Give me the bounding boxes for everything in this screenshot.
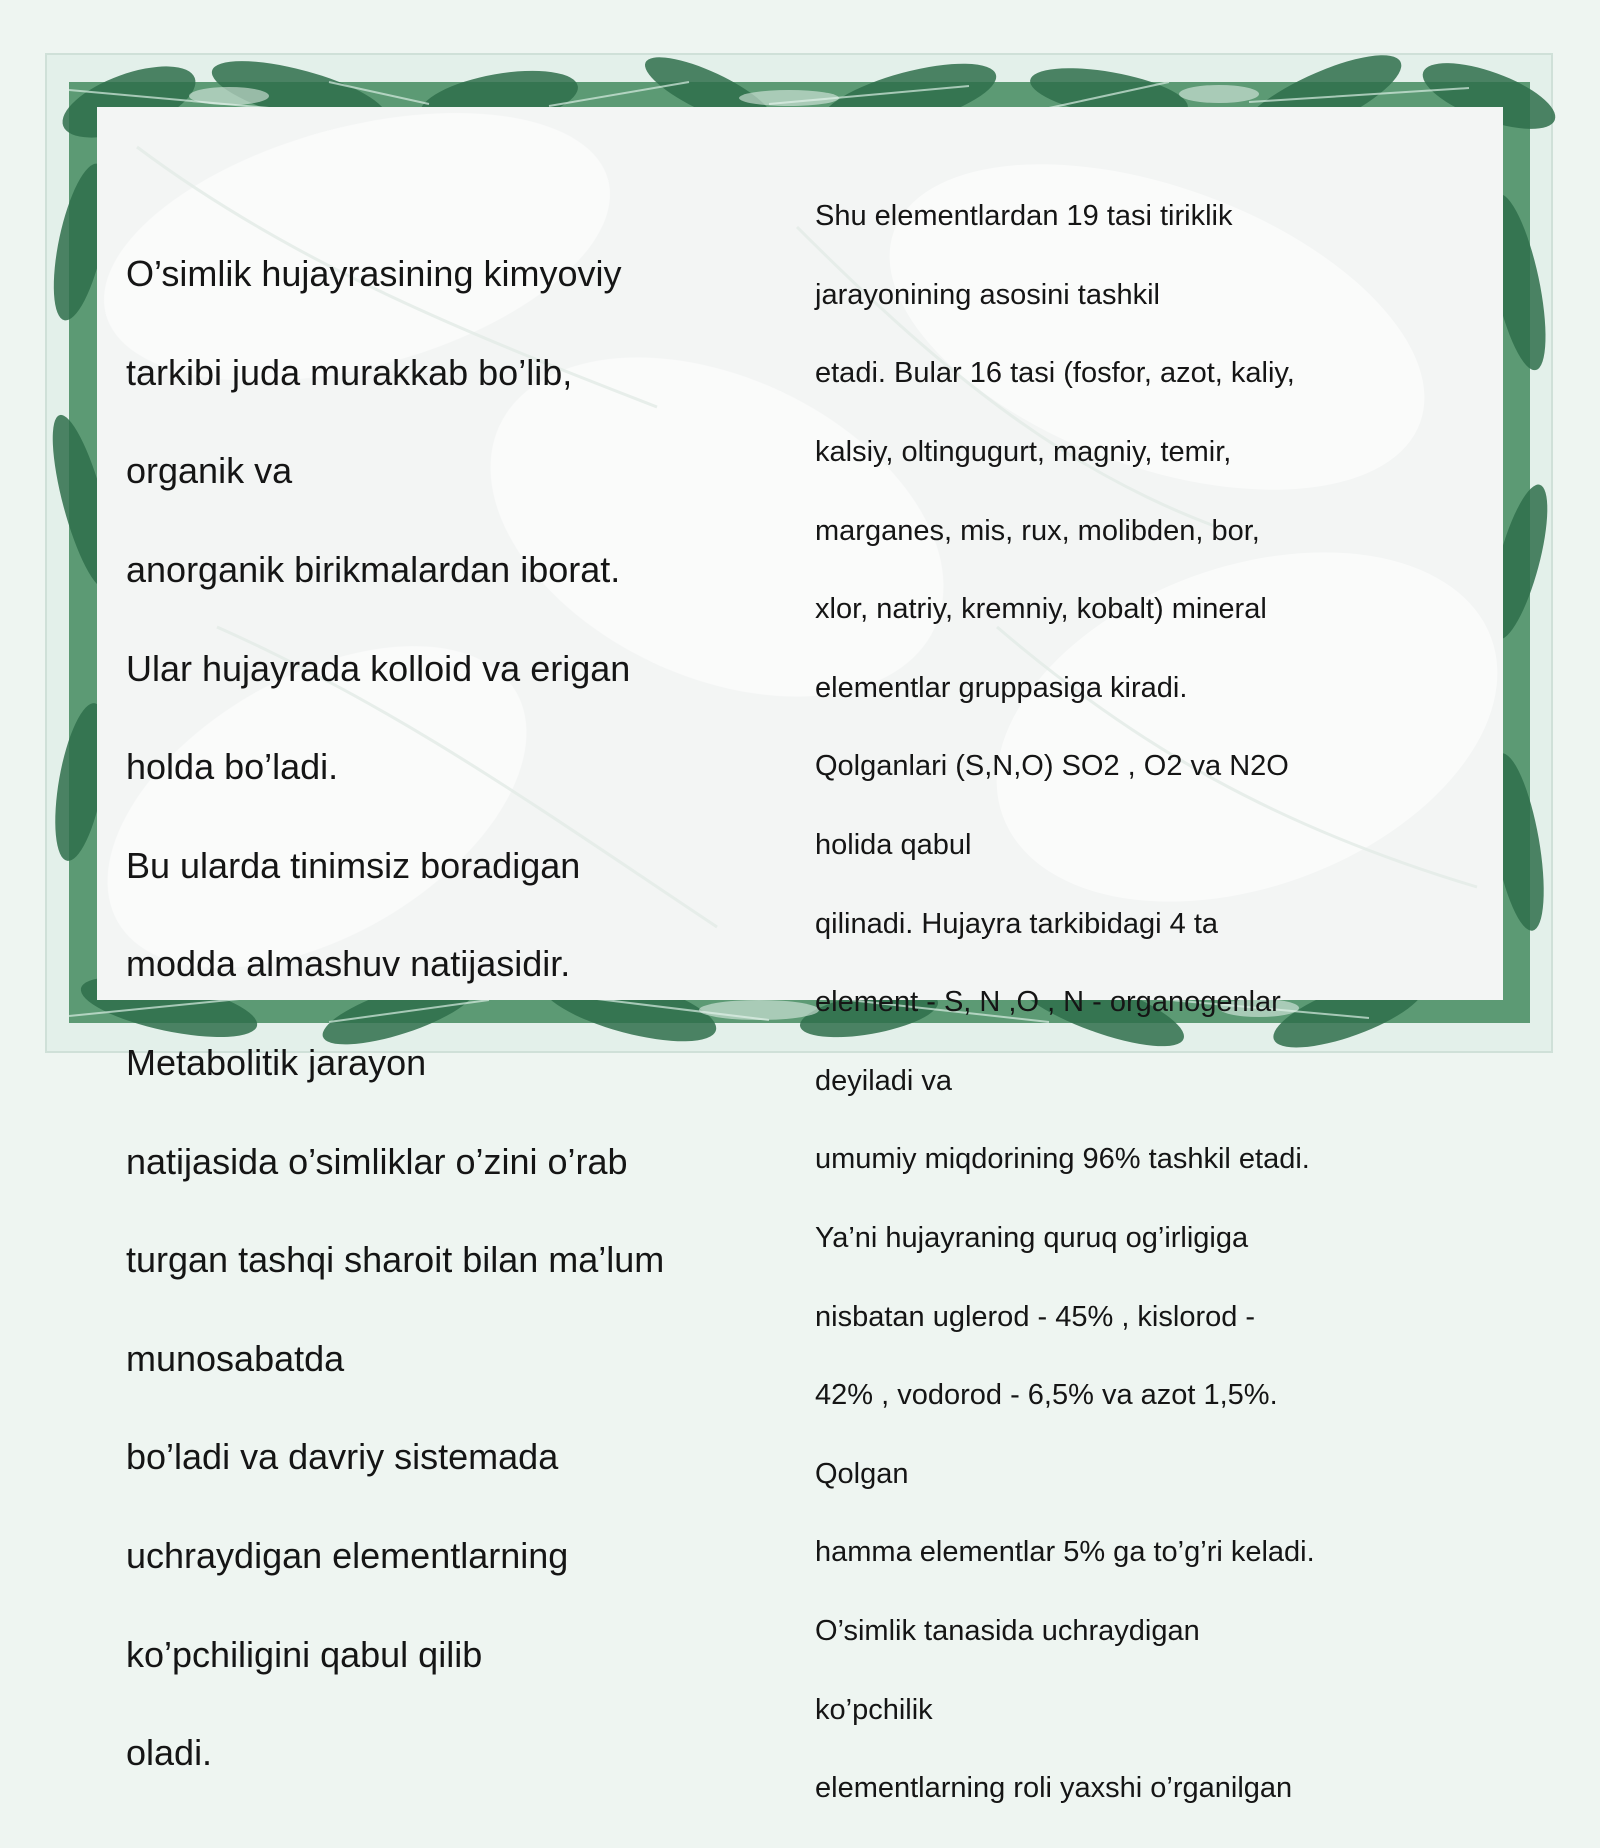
left-text-line: ko’pchiligini qabul qilib — [126, 1633, 483, 1675]
right-text-line: O’simlik tanasida uchraydigan — [815, 1614, 1200, 1647]
left-text-line: natijasida o’simliklar o’zini o’rab — [126, 1140, 628, 1182]
left-text-line: tarkibi juda murakkab bo’lib, — [126, 351, 573, 393]
content-panel — [97, 107, 1503, 1805]
left-text-line: turgan tashqi sharoit bilan ma’lum — [126, 1239, 665, 1281]
left-text-line: Metabolitik jarayon — [126, 1042, 427, 1084]
right-text-line: nisbatan uglerod - 45% , kislorod - — [815, 1300, 1256, 1333]
right-text-line: holida qabul — [815, 829, 972, 862]
right-text-line: 42% , vodorod - 6,5% va azot 1,5%. — [815, 1379, 1278, 1412]
right-text-line: Ya’ni hujayraning quruq og’irligiga — [815, 1222, 1249, 1255]
right-text-line: hamma elementlar 5% ga to’g’ri keladi. — [815, 1536, 1315, 1569]
right-text-line: marganes, mis, rux, molibden, bor, — [815, 514, 1260, 547]
left-text-line: oladi. — [126, 1732, 213, 1774]
right-text-line: Qolgan — [815, 1457, 909, 1490]
left-text-line: organik va — [126, 450, 293, 492]
right-text-line: elementlarning roli yaxshi o’rganilgan — [815, 1772, 1293, 1805]
left-text-line: anorganik birikmalardan iborat. — [126, 549, 621, 591]
right-text-line: Shu elementlardan 19 tasi tiriklik — [815, 200, 1233, 233]
right-text-line: xlor, natriy, kremniy, kobalt) mineral — [815, 593, 1267, 626]
right-text-line: umumiy miqdorining 96% tashkil etadi. — [815, 1143, 1310, 1176]
right-text-line: element - S, N ,O , N - organogenlar — [815, 986, 1281, 1019]
right-text-block — [815, 158, 1455, 1848]
right-text-line: jarayonining asosini tashkil — [815, 278, 1160, 311]
right-text-line: qilinadi. Hujayra tarkibidagi 4 ta — [815, 907, 1218, 940]
right-text-line: ko’pchilik — [815, 1693, 933, 1726]
left-text-line: uchraydigan elementlarning — [126, 1535, 569, 1577]
left-text-line: modda almashuv natijasidir. — [126, 943, 571, 985]
left-text-line: Ular hujayrada kolloid va erigan — [126, 647, 631, 689]
right-text-line: deyiladi va — [815, 1064, 953, 1097]
right-text-line: elementlar gruppasiga kiradi. — [815, 671, 1188, 704]
left-text-line: bo’ladi va davriy sistemada — [126, 1436, 559, 1478]
right-text-line: Qolganlari (S,N,O) SO2 , O2 va N2O — [815, 750, 1289, 783]
left-text-block — [126, 200, 766, 1827]
left-text-line: holda bo’ladi. — [126, 746, 339, 788]
right-text-line: etadi. Bular 16 tasi (fosfor, azot, kaliy, — [815, 357, 1295, 390]
left-text-line: O’simlik hujayrasining kimyoviy — [126, 253, 622, 295]
left-text-line: Bu ularda tinimsiz boradigan — [126, 844, 581, 886]
left-text-line: munosabatda — [126, 1337, 345, 1379]
right-text-line: kalsiy, oltingugurt, magniy, temir, — [815, 436, 1232, 469]
